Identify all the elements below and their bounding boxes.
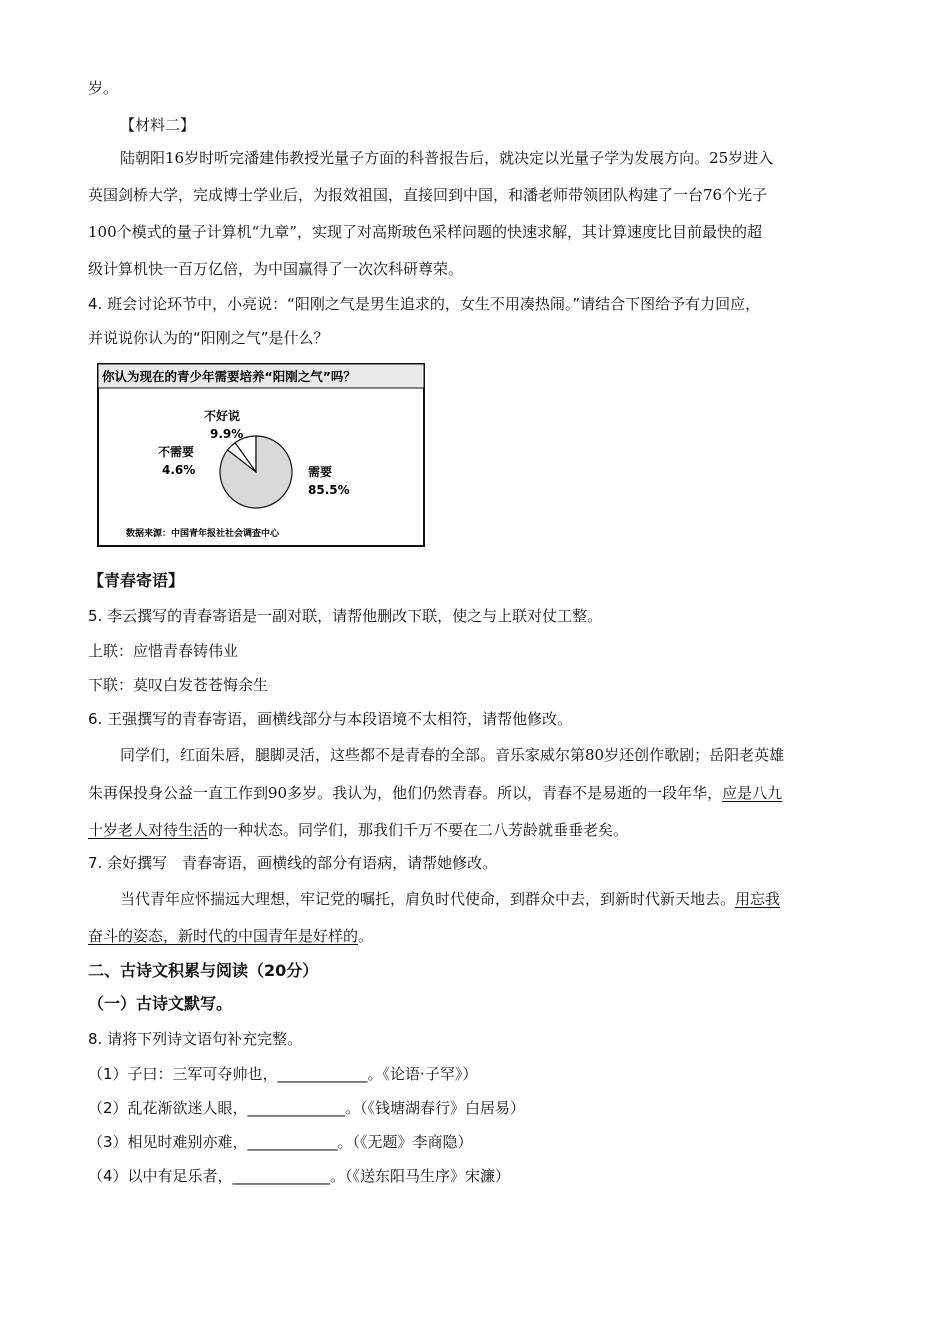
text-line: 100个模式的量子计算机“九章”，实现了对高斯玻色采样问题的快速求解，其计算速度比目前最快的超	[88, 223, 762, 241]
couplet-first: 上联：应惜青春铸伟业	[88, 642, 239, 660]
text-line	[120, 889, 780, 909]
underlined-segment: 用忘我	[735, 890, 781, 908]
question-6: 6. 王强撰写的青春寄语，画横线部分与本段语境不太相符，请帮他修改。	[88, 710, 573, 728]
slice-label-no: 不需要	[158, 445, 195, 459]
section-heading: 【青春寄语】	[88, 571, 185, 590]
text-line	[88, 783, 782, 803]
text-line	[88, 820, 628, 840]
fill-blank-4: （4）以中有足乐者，_____________。（《送东阳马生序》宋濂）	[88, 1167, 511, 1185]
text-line: 陆朝阳16岁时听完潘建伟教授光量子方面的科普报告后，就决定以光量子学为发展方向。25岁进入	[120, 149, 774, 167]
slice-label-unsure: 不好说	[204, 409, 241, 423]
slice-value-no: 4.6%	[162, 463, 196, 477]
part-heading: 二、古诗文积累与阅读（20分）	[88, 961, 319, 980]
material-heading: 【材料二】	[120, 116, 196, 134]
fill-blank-3: （3）相见时难别亦难，____________。（《无题》李商隐）	[88, 1133, 473, 1151]
text-line: 级计算机快一百万亿倍，为中国赢得了一次次科研尊荣。	[88, 260, 464, 278]
question-8: 8. 请将下列诗文语句补充完整。	[88, 1030, 303, 1048]
underlined-segment: 十岁老人对待生活	[88, 821, 209, 839]
question-4: 4. 班会讨论环节中，小亮说：“阳刚之气是男生追求的，女生不用凑热闹。”请结合下图给予有力回应，	[88, 295, 761, 313]
text-line: 英国剑桥大学，完成博士学业后，为报效祖国，直接回到中国，和潘老师带领团队构建了一台76个光子	[88, 186, 768, 204]
chart-source: 数据来源：中国青年报社社会调查中心	[126, 529, 280, 539]
text-segment: 当代青年应怀揣远大理想，牢记党的嘱托，肩负时代使命，到群众中去，到新时代新天地去。	[120, 890, 736, 908]
subsection-heading: （一）古诗文默写。	[88, 994, 233, 1013]
text-segment: 。	[358, 927, 374, 945]
text-line: 同学们，红面朱唇，腿脚灵活，这些都不是青春的全部。音乐家威尔第80岁还创作歌剧；岳阳老英雄	[120, 746, 785, 764]
fill-blank-1: （1）子曰：三军可夺帅也，____________。《论语·子罕》）	[88, 1065, 478, 1083]
slice-value-unsure: 9.9%	[210, 427, 244, 441]
text-segment: 朱再保投身公益一直工作到90多岁。我认为，他们仍然青春。所以，青春不是易逝的一段年华，	[88, 784, 723, 802]
question-4-cont: 并说说你认为的“阳刚之气”是什么？	[88, 329, 329, 347]
text-line	[88, 926, 373, 946]
slice-value-yes: 85.5%	[308, 483, 350, 497]
underlined-segment: 应是八九	[722, 784, 783, 802]
underlined-segment: 奋斗的姿态，新时代的中国青年是好样的	[88, 927, 359, 945]
survey-pie-chart	[96, 362, 426, 548]
text-segment: 的一种状态。同学们，那我们千万不要在二八芳龄就垂垂老矣。	[208, 821, 629, 839]
question-7: 7. 余好撰写 青春寄语，画横线的部分有语病，请帮她修改。	[88, 854, 498, 872]
question-5: 5. 李云撰写的青春寄语是一副对联，请帮他删改下联，使之与上联对仗工整。	[88, 607, 603, 625]
slice-label-yes: 需要	[308, 465, 333, 479]
chart-title: 你认为现在的青少年需要培养“阳刚之气”吗？	[102, 369, 356, 384]
text-line: 岁。	[88, 79, 119, 97]
fill-blank-2: （2）乱花渐欲迷人眼，_____________。（《钱塘湖春行》白居易）	[88, 1099, 526, 1117]
couplet-second: 下联：莫叹白发苍苍悔余生	[88, 676, 269, 694]
pie	[220, 436, 292, 508]
